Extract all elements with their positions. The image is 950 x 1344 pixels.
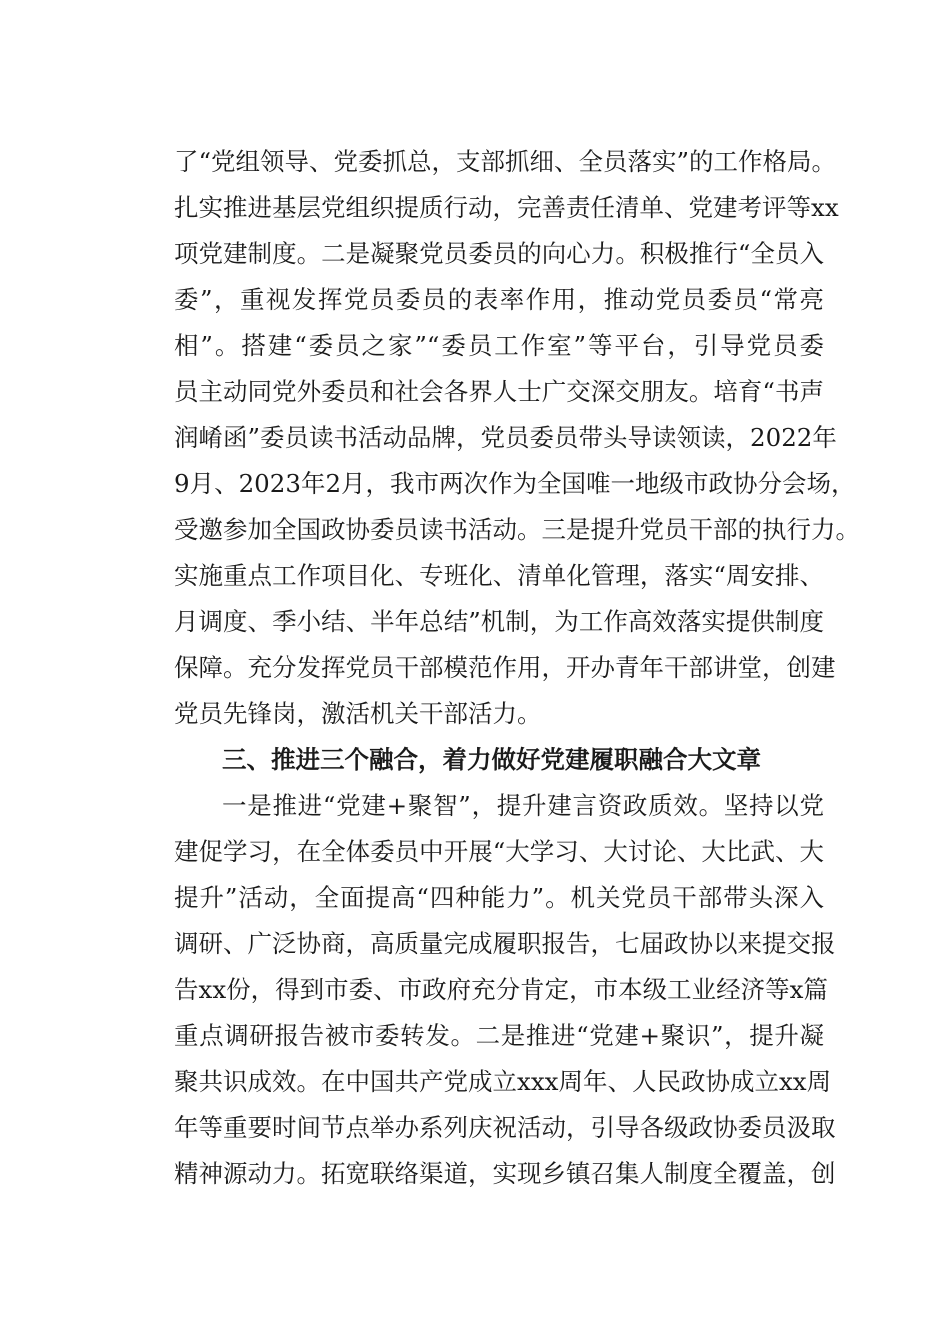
paragraph-1-line-10: 实施重点工作项目化、专班化、清单化管理，落实“周安排、 <box>174 561 824 590</box>
paragraph-1-line-11: 月调度、季小结、半年总结”机制，为工作高效落实提供制度 <box>174 607 824 636</box>
paragraph-1-line-3: 项党建制度。二是凝聚党员委员的向心力。积极推行“全员入 <box>174 239 824 268</box>
paragraph-2-line-4: 调研、广泛协商，高质量完成履职报告，七届政协以来提交报 <box>174 929 836 958</box>
paragraph-2-line-1: 一是推进“党建+聚智”，提升建言资政质效。坚持以党 <box>222 791 824 820</box>
paragraph-1-line-12: 保障。充分发挥党员干部模范作用，开办青年干部讲堂，创建 <box>174 653 836 682</box>
paragraph-1-line-7: 润崤函”委员读书活动品牌，党员委员带头导读领读，2022年 <box>174 423 837 452</box>
paragraph-1-line-5: 相”。搭建“委员之家”“委员工作室”等平台，引导党员委 <box>174 331 824 360</box>
paragraph-1-line-9: 受邀参加全国政协委员读书活动。三是提升党员干部的执行力。 <box>174 515 860 544</box>
paragraph-2-line-8: 年等重要时间节点举办系列庆祝活动，引导各级政协委员汲取 <box>174 1113 836 1142</box>
paragraph-1-line-1: 了“党组领导、党委抓总，支部抓细、全员落实”的工作格局。 <box>174 147 837 176</box>
paragraph-1-line-6: 员主动同党外委员和社会各界人士广交深交朋友。培育“书声 <box>174 377 824 406</box>
paragraph-2-line-3: 提升”活动，全面提高“四种能力”。机关党员干部带头深入 <box>174 883 824 912</box>
paragraph-2-line-2: 建促学习，在全体委员中开展“大学习、大讨论、大比武、大 <box>174 837 824 866</box>
paragraph-2-line-6: 重点调研报告被市委转发。二是推进“党建+聚识”，提升凝 <box>174 1021 824 1050</box>
paragraph-1-line-13: 党员先锋岗，激活机关干部活力。 <box>174 699 542 728</box>
paragraph-2-line-5: 告xx份，得到市委、市政府充分肯定，市本级工业经济等x篇 <box>174 975 828 1004</box>
paragraph-1-line-4: 委”，重视发挥党员委员的表率作用，推动党员委员“常亮 <box>174 285 824 314</box>
paragraph-1-line-8: 9月、2023年2月，我市两次作为全国唯一地级市政协分会场， <box>174 469 856 498</box>
section-heading: 三、推进三个融合，着力做好党建履职融合大文章 <box>222 745 761 774</box>
paragraph-2-line-9: 精神源动力。拓宽联络渠道，实现乡镇召集人制度全覆盖，创 <box>174 1159 836 1188</box>
paragraph-1-line-2: 扎实推进基层党组织提质行动，完善责任清单、党建考评等xx <box>174 193 839 222</box>
paragraph-2-line-7: 聚共识成效。在中国共产党成立xxx周年、人民政协成立xx周 <box>174 1067 832 1096</box>
